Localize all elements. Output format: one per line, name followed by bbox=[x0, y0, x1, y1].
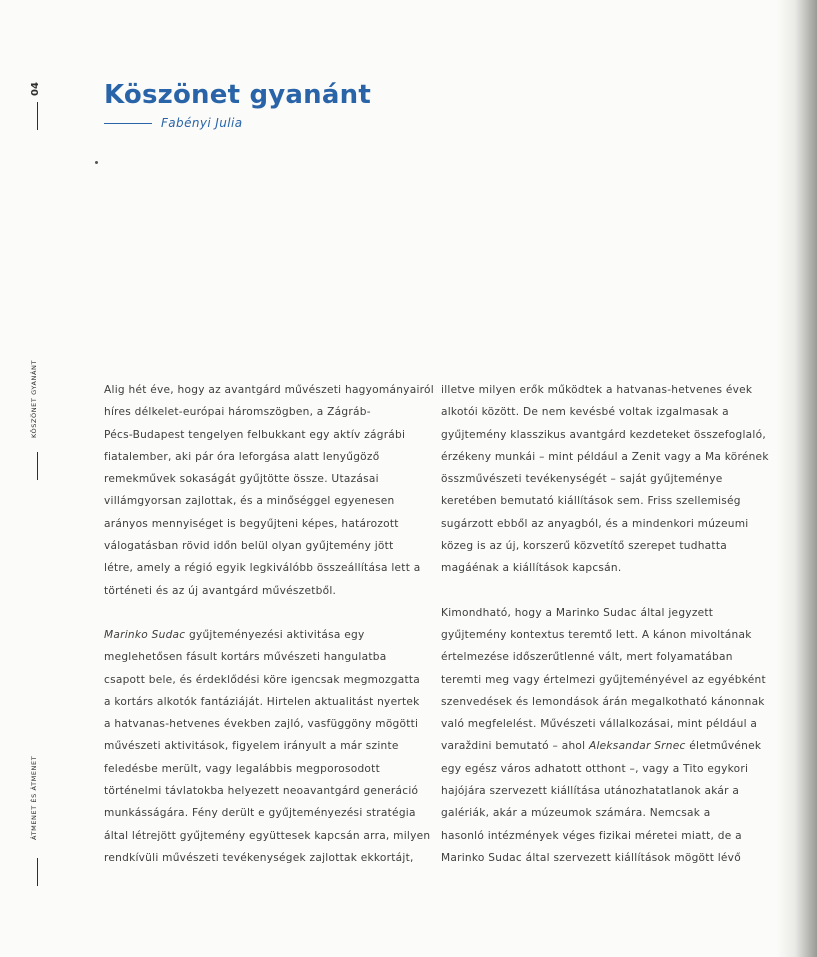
section-running-label: KÖSZÖNET GYANÁNT bbox=[30, 359, 38, 438]
bullet-dot bbox=[95, 161, 98, 164]
text-line: értelmezése időszerűtlenné vált, mert folyamatában bbox=[441, 651, 733, 664]
author-rule bbox=[104, 123, 152, 124]
text-line: közeg is az új, korszerű közvetítő szerepet tudhatta bbox=[441, 540, 727, 553]
text-line: arányos mennyiséget is begyűjteni képes, határozott bbox=[104, 517, 399, 530]
text-line: magáénak a kiállítások kapcsán. bbox=[441, 562, 622, 575]
author-name: Fabényi Julia bbox=[161, 116, 243, 130]
right-text-column bbox=[441, 379, 773, 869]
text-line: keretében bemutató kiállítások sem. Friss szellemiség bbox=[441, 495, 741, 508]
text-line: munkásságára. Fény derült e gyűjteményezési stratégia bbox=[104, 807, 416, 820]
text-line: remekművek sokaságát gyűjtötte össze. Utazásai bbox=[104, 473, 379, 486]
text-line: gyűjtemény kontextus teremtő lett. A kánon mivoltának bbox=[441, 628, 752, 641]
text-line: Kimondható, hogy a Marinko Sudac által jegyzett bbox=[441, 606, 714, 619]
book-running-label: ÁTMENET ÉS ÁTMENET bbox=[30, 755, 38, 840]
text-line: illetve milyen erők működtek a hatvanas-hetvenes évek bbox=[441, 384, 753, 396]
text-line: válogatásban rövid időn belül olyan gyűjtemény jött bbox=[104, 540, 394, 553]
text-line: a kortárs alkotók fantáziáját. Hirtelen aktualitást nyertek bbox=[104, 695, 420, 708]
text-line: sugárzott ebből az anyagból, és a mindenkori múzeumi bbox=[441, 517, 749, 530]
text-line: művészeti aktivitások, figyelem irányult a már szinte bbox=[104, 740, 399, 753]
text-line: Marinko Sudac által szervezett kiállítások mögött lévő bbox=[441, 851, 741, 864]
text-line: a hatvanas-hetvenes években zajló, vasfüggöny mögötti bbox=[104, 718, 419, 731]
text-line: hajójára szervezett kiállítása utánozhatatlanok akár a bbox=[441, 785, 740, 798]
text-line: galériák, akár a múzeumok számára. Nemcsak a bbox=[441, 807, 711, 820]
paragraph bbox=[441, 602, 773, 870]
author-line bbox=[104, 116, 242, 130]
text-line: létre, amely a régió egyik legkiválóbb összeállítása lett a bbox=[104, 562, 421, 575]
text-line: való megfelelést. Művészeti vállalkozásai, mint például a bbox=[441, 718, 758, 731]
text-line: villámgyorsan zajlottak, és a minőséggel egyenesen bbox=[104, 495, 395, 508]
text-line: Alig hét éve, hogy az avantgárd művészeti hagyományairól bbox=[104, 384, 434, 396]
text-line: híres délkelet-európai háromszögben, a Zágráb- bbox=[104, 406, 371, 419]
text-line: Pécs-Budapest tengelyen felbukkant egy aktív zágrábi bbox=[104, 428, 406, 441]
text-line: történeti és az új avantgárd művészetből. bbox=[104, 584, 337, 597]
text-line: teremti meg vagy értelmezi gyűjteményével az egyébként bbox=[441, 673, 766, 686]
gutter-divider-bottom bbox=[37, 858, 38, 886]
text-line: rendkívüli művészeti tevékenységek zajlottak ekkortájt, bbox=[104, 851, 414, 864]
gutter-divider-middle bbox=[37, 452, 38, 480]
text-line: szenvedések és lemondások árán megalkotható kánonnak bbox=[441, 695, 765, 708]
text-line: történelmi távlatokba helyezett neoavantgárd generáció bbox=[104, 785, 419, 798]
text-line: meglehetősen fásult kortárs művészeti hangulatba bbox=[104, 651, 387, 664]
text-line: életművének bbox=[685, 740, 762, 753]
text-line: hasonló intézmények véges fizikai méretei miatt, de a bbox=[441, 829, 742, 842]
text-line: gyűjteményezési aktivitása egy bbox=[185, 628, 365, 641]
left-text-column bbox=[104, 379, 436, 869]
text-line: csapott bele, és érdeklődési köre igencsak megmozgatta bbox=[104, 673, 421, 686]
text-line: érzékeny munkái – mint például a Zenit vagy a Ma körének bbox=[441, 450, 769, 463]
collector-name: Marinko Sudac bbox=[104, 628, 186, 641]
text-line: összművészeti tevékenységét – saját gyűjteménye bbox=[441, 473, 723, 486]
text-line: által létrejött gyűjtemény együttesek kapcsán arra, milyen bbox=[104, 829, 431, 842]
text-line: fiatalember, aki pár óra leforgása alatt lenyűgöző bbox=[104, 450, 380, 463]
paragraph bbox=[104, 379, 436, 602]
paragraph bbox=[441, 379, 773, 580]
page-binding-shadow bbox=[777, 0, 817, 957]
artist-name: Aleksandar Srnec bbox=[588, 740, 686, 753]
article-title: Köszönet gyanánt bbox=[104, 80, 371, 110]
gutter-divider-top bbox=[37, 102, 38, 130]
paragraph bbox=[104, 624, 436, 869]
text-line: gyűjtemény klasszikus avantgárd kezdeteket összefoglaló, bbox=[441, 428, 766, 441]
text-line: alkotói között. De nem kevésbé voltak izgalmasak a bbox=[441, 406, 729, 419]
text-line: egy egész város adhatott otthont –, vagy a Tito egykori bbox=[441, 762, 749, 775]
page-number: 04 bbox=[30, 82, 41, 96]
text-line: feledésbe merült, vagy legalábbis megporosodott bbox=[104, 762, 380, 775]
text-line: varaždini bemutató – ahol bbox=[441, 740, 589, 753]
